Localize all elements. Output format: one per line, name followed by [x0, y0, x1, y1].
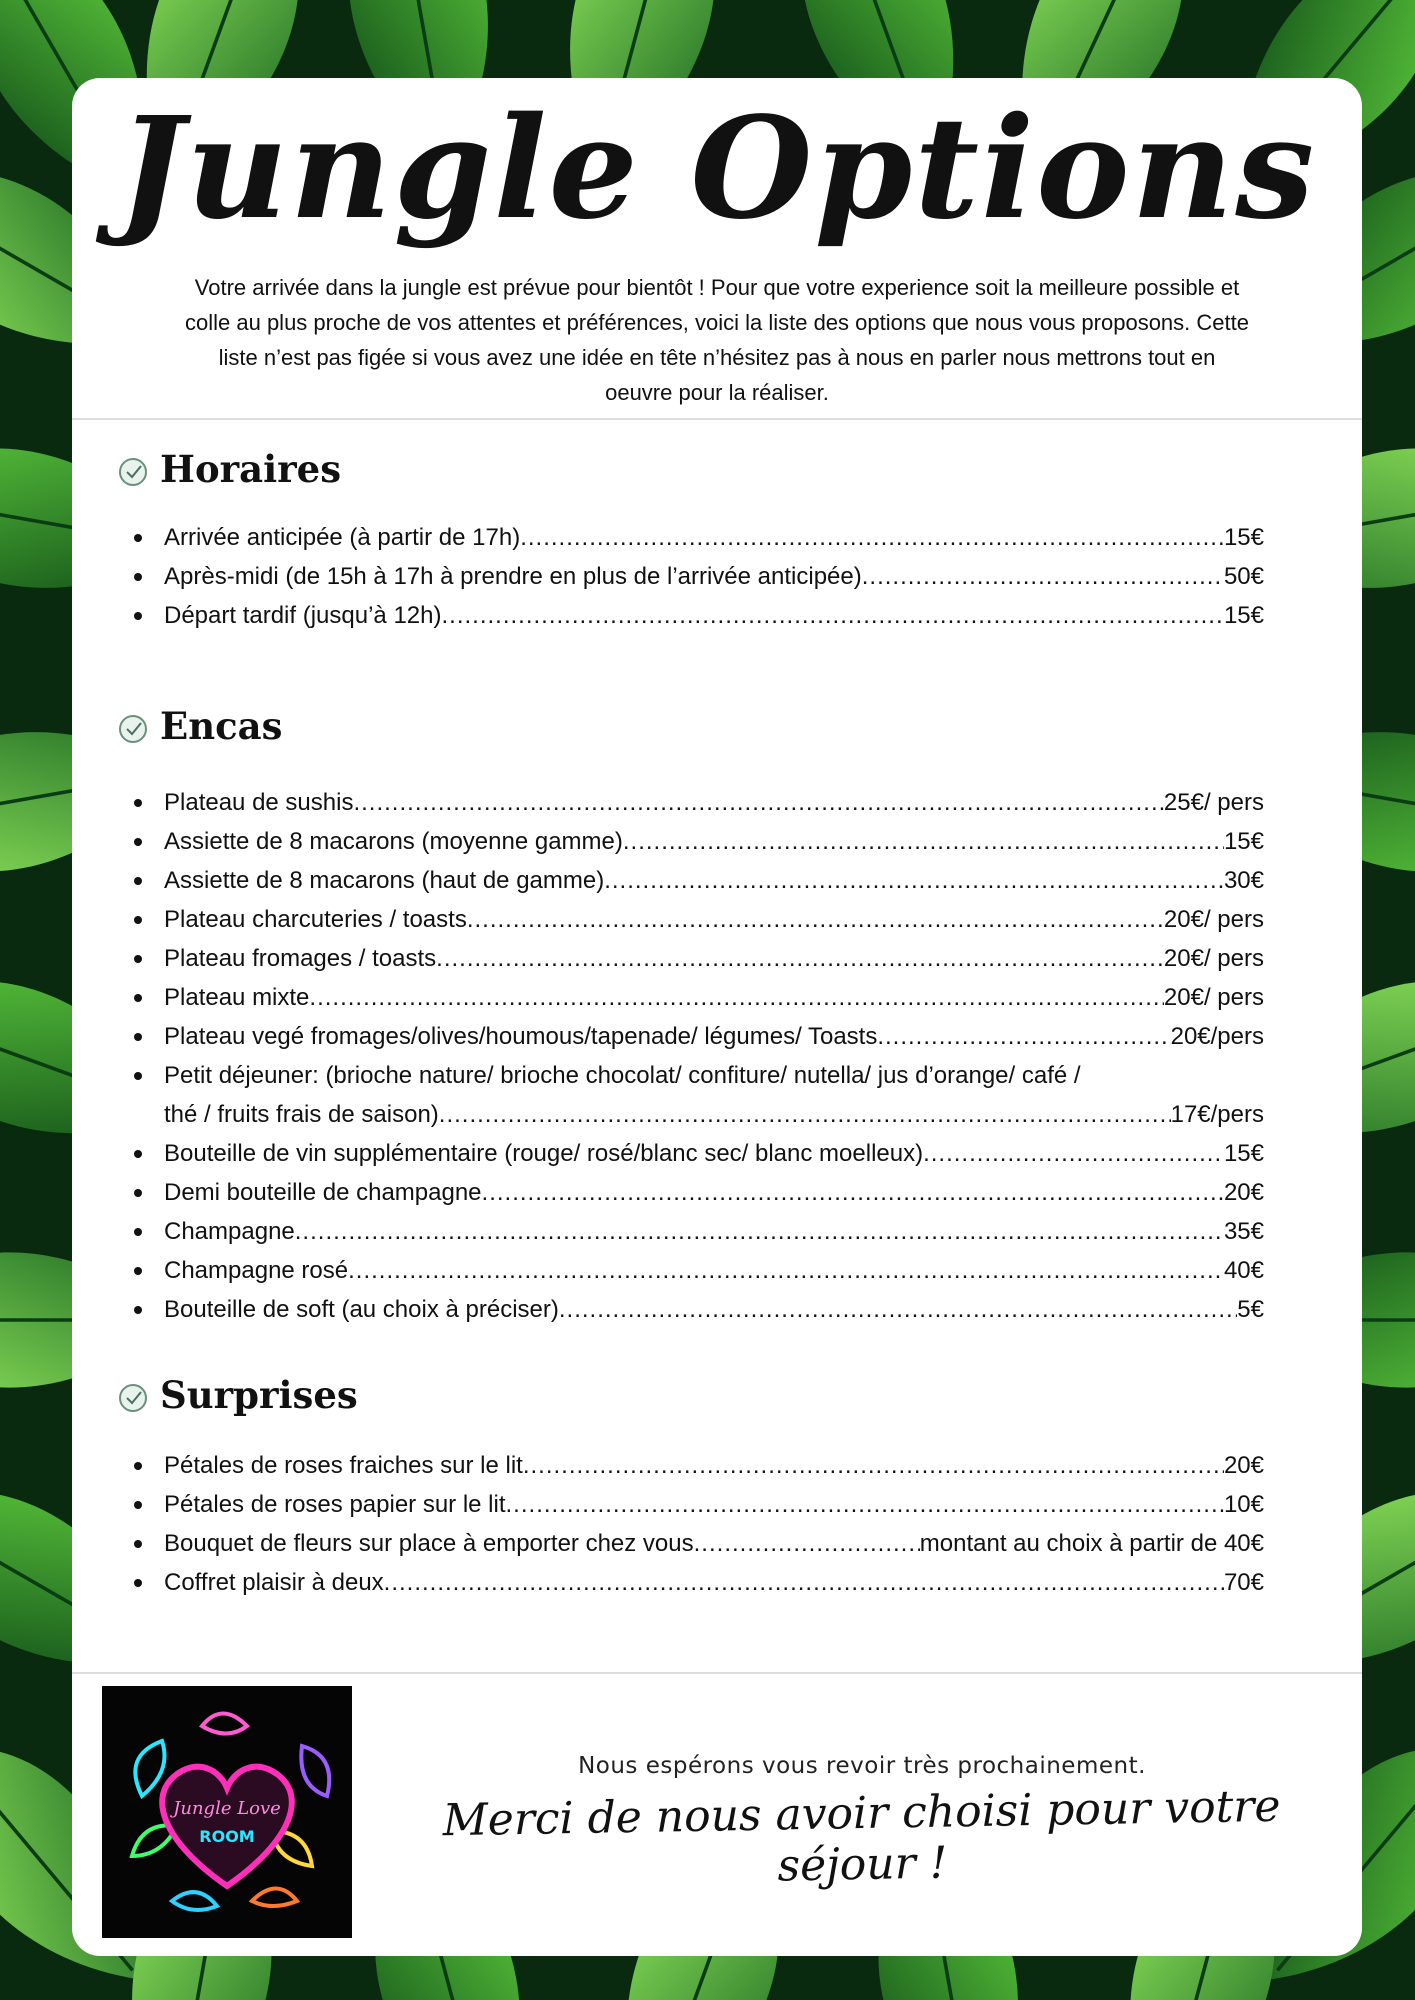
list-item: Départ tardif (jusqu’à 12h) ..... 15€ [122, 596, 1362, 635]
check-circle-icon [118, 457, 148, 487]
jungle-love-room-logo [102, 1686, 352, 1938]
list-item: Petit déjeuner: (brioche nature/ brioche chocolat/ confiture/ nutella/ jus d’orange/ café / thé / fruits frais de saison) ..... 17€/pers [122, 1056, 1362, 1134]
list-item: Plateau vegé fromages/olives/houmous/tapenade/ légumes/ Toasts ..... 20€/pers [122, 1017, 1362, 1056]
horaires-list [122, 518, 1362, 635]
encas-list [122, 783, 1362, 1329]
list-item: Pétales de roses fraiches sur le lit ..... 20€ [122, 1446, 1362, 1485]
section-title: Horaires [160, 447, 342, 491]
section-surprises-heading [118, 1370, 358, 1420]
intro-paragraph: Votre arrivée dans la jungle est prévue pour bientôt ! Pour que votre experience soit la meilleure possible et colle au plus proche de vos attentes et préférences, voici la liste des options que nous vous proposons. Cette liste n’est pas figée si vous avez une idée en tête n’hésitez pas à nous en parler nous mettrons tout en oeuvre pour la réaliser. [185, 275, 1249, 405]
check-circle-icon [118, 714, 148, 744]
footer-divider [72, 1672, 1362, 1674]
list-item: Demi bouteille de champagne ..... 20€ [122, 1173, 1362, 1212]
section-title: Encas [160, 704, 283, 748]
options-card [72, 78, 1362, 1956]
list-item: Plateau mixte ..... 20€/ pers [122, 978, 1362, 1017]
section-horaires-heading [118, 444, 341, 494]
page-title: Jungle Options [117, 87, 1317, 251]
list-item: Arrivée anticipée (à partir de 17h) ..... 15€ [122, 518, 1362, 557]
list-item: Plateau charcuteries / toasts ..... 20€/ pers [122, 900, 1362, 939]
surprises-list [122, 1446, 1362, 1602]
list-item: Champagne ..... 35€ [122, 1212, 1362, 1251]
logo-text-line2: ROOM [199, 1827, 255, 1846]
list-item: Bouquet de fleurs sur place à emporter chez vous ..... montant au choix à partir de 40€ [122, 1524, 1362, 1563]
section-encas-heading [118, 701, 282, 751]
section-title: Surprises [160, 1373, 358, 1417]
list-item: Bouteille de soft (au choix à préciser) ..... 5€ [122, 1290, 1362, 1329]
list-item: Bouteille de vin supplémentaire (rouge/ rosé/blanc sec/ blanc moelleux) ..... 15€ [122, 1134, 1362, 1173]
check-circle-icon [118, 1383, 148, 1413]
list-item: Assiette de 8 macarons (haut de gamme) ..... 30€ [122, 861, 1362, 900]
list-item: Assiette de 8 macarons (moyenne gamme) ..... 15€ [122, 822, 1362, 861]
list-item: Coffret plaisir à deux ..... 70€ [122, 1563, 1362, 1602]
list-item: Plateau de sushis ..... 25€/ pers [122, 783, 1362, 822]
header-divider [72, 418, 1362, 420]
list-item: Pétales de roses papier sur le lit ..... 10€ [122, 1485, 1362, 1524]
logo-text-line1: Jungle Love [173, 1798, 281, 1819]
list-item: Plateau fromages / toasts ..... 20€/ pers [122, 939, 1362, 978]
footer-subtitle: Nous espérons vous revoir très prochainement. [578, 1753, 1146, 1779]
footer-thanks: Merci de nous avoir choisi pour votre séjour ! [442, 1780, 1281, 1892]
list-item: Après-midi (de 15h à 17h à prendre en plus de l’arrivée anticipée) ..... 50€ [122, 557, 1362, 596]
list-item: Champagne rosé ..... 40€ [122, 1251, 1362, 1290]
